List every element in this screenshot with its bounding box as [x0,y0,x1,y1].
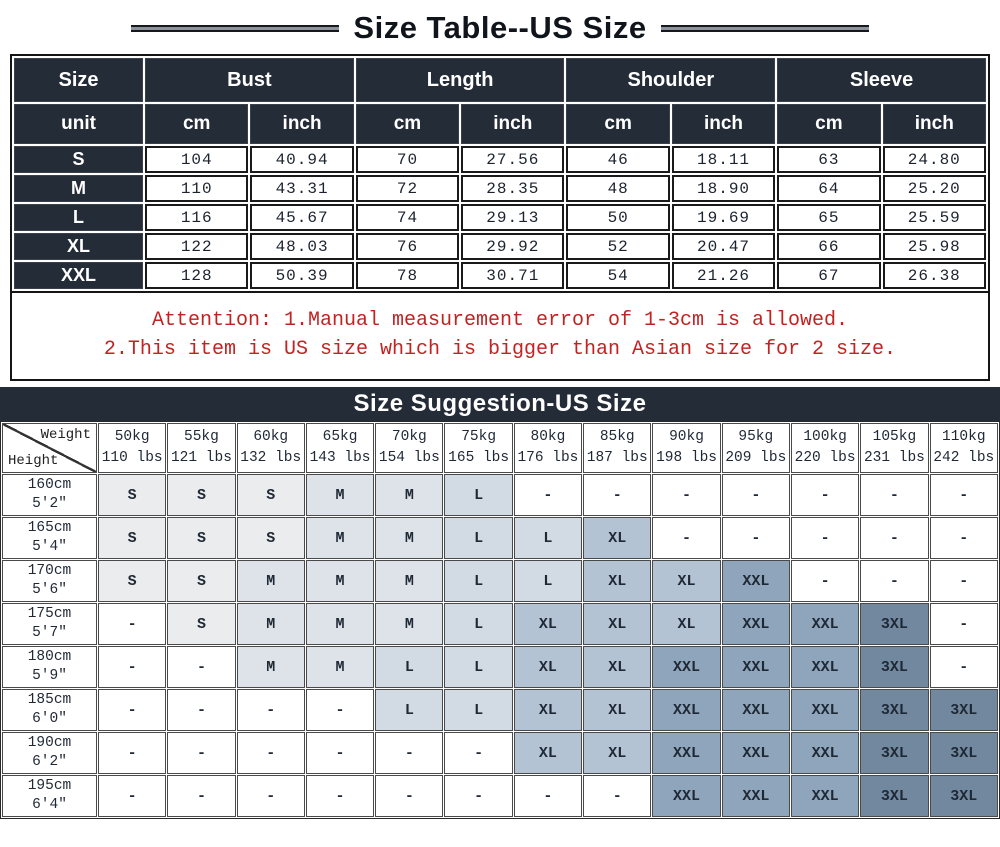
height-ft: 6′4″ [32,797,67,813]
suggestion-cell: L [444,689,512,731]
measurement-cell: 26.38 [883,262,986,289]
size-table-row-xxl [14,262,986,289]
measurement-cell: 43.31 [250,175,353,202]
suggestion-cell: XL [514,732,582,774]
suggestion-cell: M [375,603,443,645]
measurement-cell: 20.47 [672,233,775,260]
attention-line-2: 2.This item is US size which is bigger than Asian size for 2 size. [103,338,897,361]
suggestion-cell: - [98,689,166,731]
suggestion-cell: - [930,560,998,602]
attention-note [12,291,988,379]
weight-header-cell [306,423,374,473]
suggestion-cell: S [98,517,166,559]
suggestion-cell: - [583,775,651,817]
weight-lbs: 209 lbs [725,450,787,466]
weight-kg: 105kg [872,429,917,445]
suggestion-cell: - [306,689,374,731]
measurement-cell: 50.39 [250,262,353,289]
weight-lbs: 143 lbs [309,450,371,466]
suggestion-cell: XXL [791,603,859,645]
measurement-cell: 70 [356,146,459,173]
suggestion-cell: XL [583,689,651,731]
height-ft: 5′7″ [32,625,67,641]
size-table-header-row [14,58,986,102]
suggestion-cell: 3XL [860,732,928,774]
suggestion-cell: - [860,560,928,602]
height-cm: 185cm [27,692,72,708]
suggestion-cell: - [444,775,512,817]
suggestion-cell: XXL [722,646,790,688]
suggestion-row-160cm [2,474,998,516]
suggestion-cell: L [444,474,512,516]
height-cm: 165cm [27,520,72,536]
suggestion-cell: - [375,732,443,774]
suggestion-cell: - [791,517,859,559]
suggestion-cell: XL [652,603,720,645]
suggestion-cell: XL [583,560,651,602]
suggestion-cell: XXL [652,646,720,688]
weight-lbs: 110 lbs [101,450,163,466]
suggestion-cell: XL [514,603,582,645]
measurement-cell: 116 [145,204,248,231]
unit-header-cell: cm [145,104,248,144]
unit-header-cell: inch [461,104,564,144]
suggestion-cell: S [167,474,235,516]
size-suggestion-title-bar: Size Suggestion-US Size [0,387,1000,421]
weight-lbs: 242 lbs [933,450,995,466]
suggestion-cell: - [237,775,305,817]
height-cm: 190cm [27,735,72,751]
suggestion-cell: XL [583,732,651,774]
suggestion-cell: XXL [722,689,790,731]
suggestion-cell: L [444,560,512,602]
size-label-cell: L [14,204,143,231]
corner-height-label: Height [8,453,59,469]
suggestion-cell: L [514,517,582,559]
weight-kg: 55kg [184,429,219,445]
measurement-cell: 19.69 [672,204,775,231]
weight-lbs: 132 lbs [240,450,302,466]
measurement-cell: 25.20 [883,175,986,202]
measurement-cell: 25.98 [883,233,986,260]
unit-header-cell: inch [250,104,353,144]
measurement-cell: 30.71 [461,262,564,289]
unit-header-cell: cm [777,104,880,144]
suggestion-cell: - [98,646,166,688]
size-table-title-row [0,0,1000,54]
measurement-cell: 27.56 [461,146,564,173]
suggestion-cell: S [237,517,305,559]
suggestion-cell: XL [583,603,651,645]
suggestion-cell: - [860,474,928,516]
weight-header-cell [375,423,443,473]
suggestion-cell: 3XL [860,603,928,645]
weight-lbs: 231 lbs [863,450,925,466]
measurement-cell: 40.94 [250,146,353,173]
suggestion-cell: - [930,646,998,688]
measurement-cell: 50 [566,204,669,231]
suggestion-cell: 3XL [860,775,928,817]
suggestion-cell: L [444,517,512,559]
suggestion-cell: M [237,603,305,645]
suggestion-cell: - [722,517,790,559]
measurement-cell: 65 [777,204,880,231]
title-decoration-line-right [661,25,869,32]
weight-header-cell [791,423,859,473]
unit-header-cell: cm [566,104,669,144]
suggestion-cell: M [306,517,374,559]
suggestion-cell: 3XL [860,646,928,688]
suggestion-cell: XXL [791,646,859,688]
suggestion-cell: XXL [652,775,720,817]
weight-header-cell [167,423,235,473]
height-cm: 175cm [27,606,72,622]
size-label-cell: XL [14,233,143,260]
suggestion-row-170cm [2,560,998,602]
size-table-title: Size Table--US Size [353,10,647,45]
measurement-cell: 48.03 [250,233,353,260]
height-cm: 180cm [27,649,72,665]
weight-lbs: 220 lbs [794,450,856,466]
suggestion-cell: - [930,603,998,645]
suggestion-cell: L [514,560,582,602]
measurement-cell: 18.11 [672,146,775,173]
suggestion-cell: - [306,732,374,774]
weight-kg: 85kg [599,429,635,445]
height-ft: 5′9″ [32,668,67,684]
measurement-cell: 78 [356,262,459,289]
column-header-length: Length [356,58,565,102]
suggestion-cell: S [167,560,235,602]
weight-lbs: 121 lbs [170,450,232,466]
suggestion-cell: - [444,732,512,774]
suggestion-cell: - [514,474,582,516]
unit-header-cell: unit [14,104,143,144]
suggestion-row-190cm [2,732,998,774]
weight-lbs: 198 lbs [656,450,717,466]
suggestion-cell: - [722,474,790,516]
suggestion-cell: XXL [722,603,790,645]
height-cm: 195cm [27,778,72,794]
measurement-cell: 29.13 [461,204,564,231]
suggestion-cell: L [375,646,443,688]
measurement-cell: 64 [777,175,880,202]
suggestion-cell: XXL [652,689,720,731]
suggestion-row-180cm [2,646,998,688]
suggestion-cell: L [444,603,512,645]
measurement-cell: 76 [356,233,459,260]
weight-kg: 50kg [114,429,150,445]
suggestion-cell: S [167,603,235,645]
weight-header-cell [652,423,720,473]
suggestion-cell: S [167,517,235,559]
height-ft: 6′0″ [32,711,67,727]
height-cm: 160cm [27,477,72,493]
suggestion-cell: - [791,560,859,602]
height-ft: 5′4″ [32,539,67,555]
weight-kg: 100kg [803,429,847,445]
height-ft: 5′6″ [32,582,67,598]
unit-header-row [14,104,986,144]
measurement-cell: 48 [566,175,669,202]
measurement-cell: 18.90 [672,175,775,202]
measurement-cell: 24.80 [883,146,986,173]
size-label-cell: XXL [14,262,143,289]
suggestion-cell: XL [652,560,720,602]
measurement-cell: 29.92 [461,233,564,260]
suggestion-cell: XXL [722,775,790,817]
suggestion-row-175cm [2,603,998,645]
height-ft: 5′2″ [32,496,67,512]
unit-header-cell: inch [883,104,986,144]
suggestion-cell: 3XL [930,732,998,774]
weight-lbs: 154 lbs [378,450,440,466]
suggestion-cell: XL [514,646,582,688]
suggestion-cell: - [514,775,582,817]
measurement-cell: 72 [356,175,459,202]
suggestion-cell: XXL [791,775,859,817]
suggestion-cell: XL [514,689,582,731]
suggestion-row-165cm [2,517,998,559]
measurement-cell: 66 [777,233,880,260]
suggestion-cell: XXL [722,732,790,774]
suggestion-cell: L [375,689,443,731]
column-header-sleeve: Sleeve [777,58,986,102]
suggestion-cell: M [375,517,443,559]
attention-line-1: Attention: 1.Manual measurement error of 1-3cm is allowed. [151,309,849,332]
measurement-cell: 110 [145,175,248,202]
column-header-shoulder: Shoulder [566,58,775,102]
suggestion-cell: - [98,775,166,817]
suggestion-cell: M [237,646,305,688]
weight-kg: 75kg [461,429,497,445]
weight-kg: 60kg [253,429,289,445]
weight-header-cell [514,423,582,473]
weight-header-cell [98,423,166,473]
weight-kg: 110kg [942,429,986,445]
suggestion-cell: M [375,560,443,602]
suggestion-cell: - [652,517,720,559]
suggestion-cell: - [98,732,166,774]
suggestion-cell: S [237,474,305,516]
suggestion-cell: 3XL [930,775,998,817]
height-label-cell [2,646,97,688]
suggestion-cell: - [860,517,928,559]
weight-kg: 70kg [391,429,427,445]
suggestion-cell: S [98,474,166,516]
weight-header-cell [860,423,928,473]
height-label-cell [2,474,97,516]
measurement-cell: 25.59 [883,204,986,231]
suggestion-cell: XL [583,517,651,559]
suggestion-row-185cm [2,689,998,731]
suggestion-cell: S [98,560,166,602]
measurement-cell: 74 [356,204,459,231]
size-table-row-s [14,146,986,173]
unit-header-cell: inch [672,104,775,144]
measurement-cell: 128 [145,262,248,289]
suggestion-cell: - [930,517,998,559]
suggestion-cell: - [306,775,374,817]
weight-header-cell [722,423,790,473]
measurement-cell: 52 [566,233,669,260]
column-header-size: Size [14,58,143,102]
suggestion-cell: XXL [791,732,859,774]
size-table-section [10,54,990,381]
height-label-cell [2,603,97,645]
suggestion-cell: L [444,646,512,688]
suggestion-cell: M [375,474,443,516]
weight-header-cell [444,423,512,473]
weight-lbs: 187 lbs [586,450,648,466]
suggestion-cell: - [167,646,235,688]
measurement-cell: 46 [566,146,669,173]
height-label-cell [2,560,97,602]
measurement-cell: 28.35 [461,175,564,202]
suggestion-cell: - [237,732,305,774]
height-label-cell [2,775,97,817]
measurement-cell: 67 [777,262,880,289]
suggestion-cell: - [98,603,166,645]
weight-height-corner-cell [2,423,97,473]
suggestion-cell: 3XL [860,689,928,731]
suggestion-cell: XXL [652,732,720,774]
size-table-row-l [14,204,986,231]
measurement-cell: 45.67 [250,204,353,231]
weight-kg: 95kg [738,429,774,445]
measurement-cell: 21.26 [672,262,775,289]
suggestion-cell: - [237,689,305,731]
suggestion-cell: 3XL [930,689,998,731]
size-label-cell: M [14,175,143,202]
suggestion-header-row [2,423,998,473]
suggestion-cell: M [306,474,374,516]
size-suggestion-table [0,421,1000,819]
weight-kg: 65kg [322,429,358,445]
weight-lbs: 165 lbs [448,450,510,466]
height-cm: 170cm [27,563,72,579]
column-header-bust: Bust [145,58,354,102]
measurement-cell: 122 [145,233,248,260]
height-label-cell [2,517,97,559]
weight-header-cell [237,423,305,473]
measurement-cell: 63 [777,146,880,173]
weight-kg: 90kg [669,429,704,445]
suggestion-cell: - [930,474,998,516]
weight-lbs: 176 lbs [517,450,579,466]
height-ft: 6′2″ [32,754,67,770]
suggestion-cell: XL [583,646,651,688]
weight-header-cell [583,423,651,473]
size-label-cell: S [14,146,143,173]
weight-kg: 80kg [530,429,566,445]
suggestion-cell: - [167,689,235,731]
measurement-cell: 104 [145,146,248,173]
suggestion-cell: M [306,646,374,688]
size-table [12,56,988,291]
suggestion-cell: M [237,560,305,602]
suggestion-cell: - [583,474,651,516]
height-label-cell [2,689,97,731]
suggestion-cell: - [167,732,235,774]
suggestion-row-195cm [2,775,998,817]
suggestion-cell: XXL [722,560,790,602]
size-table-row-xl [14,233,986,260]
suggestion-cell: - [652,474,720,516]
suggestion-cell: M [306,603,374,645]
suggestion-cell: - [167,775,235,817]
title-decoration-line-left [131,25,339,32]
suggestion-cell: - [791,474,859,516]
suggestion-cell: - [375,775,443,817]
suggestion-cell: XXL [791,689,859,731]
size-table-row-m [14,175,986,202]
suggestion-cell: M [306,560,374,602]
height-label-cell [2,732,97,774]
unit-header-cell: cm [356,104,459,144]
measurement-cell: 54 [566,262,669,289]
corner-weight-label: Weight [40,427,91,443]
weight-header-cell [930,423,998,473]
